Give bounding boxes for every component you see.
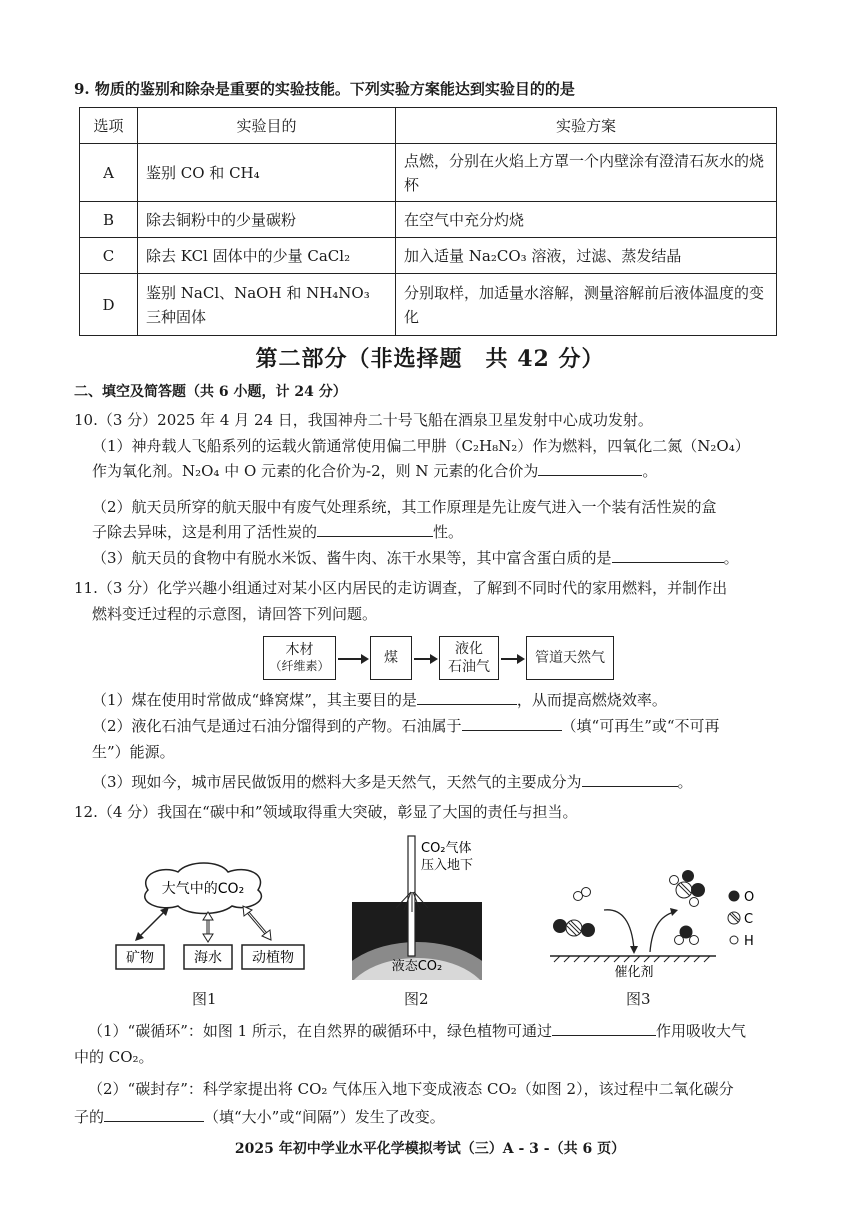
q10-part2-end: 性。 <box>433 523 464 541</box>
figure3-catalysis <box>546 852 776 982</box>
q11-part3-end: 。 <box>677 773 693 791</box>
q10-stem: 10.（3 分）2025 年 4 月 24 日，我国神舟二十号飞船在酒泉卫星发射中心成功发射。 <box>74 411 653 429</box>
q11-part1 <box>92 691 667 710</box>
q12-part1-end: 作用吸收大气 <box>655 1022 746 1040</box>
answer-blank[interactable] <box>417 691 517 705</box>
q10-part3-text: （3）航天员的食物中有脱水米饭、酱牛肉、冻干水果等，其中富含蛋白质的是 <box>92 549 612 567</box>
answer-blank[interactable] <box>582 773 678 787</box>
arrow-icon <box>501 658 523 660</box>
q11-part2-line2: 生”）能源。 <box>92 743 175 761</box>
q9-stem: 9. 物质的鉴别和除杂是重要的实验技能。下列实验方案能达到实验目的的是 <box>74 80 575 98</box>
box-mineral-label: 矿物 <box>126 950 154 966</box>
hydrogen-atom-icon <box>690 936 699 945</box>
legend-hydrogen-icon <box>730 936 738 944</box>
section-heading: 二、填空及简答题（共 6 小题，计 24 分） <box>74 384 347 400</box>
row-option: D <box>80 274 138 336</box>
q9-table <box>79 107 777 336</box>
row-plan: 在空气中充分灼烧 <box>396 202 777 238</box>
hydrogen-atom-icon <box>582 888 591 897</box>
q12-part2-text: 子的 <box>74 1108 105 1126</box>
legend-oxygen-label: O <box>744 890 755 905</box>
flow-box-coal: 煤 <box>370 636 412 680</box>
q10-part2-line1: （2）航天员所穿的航天服中有废气处理系统，其工作原理是先让废气进入一个装有活性炭的盒 <box>92 498 717 516</box>
box-organisms-label: 动植物 <box>252 950 294 966</box>
q10-part1-text: 作为氧化剂。N₂O₄ 中 O 元素的化合价为-2，则 N 元素的化合价为 <box>92 462 539 480</box>
q10-part3 <box>92 549 739 568</box>
catalyst-label: 催化剂 <box>614 965 654 980</box>
flow-cellulose-label: （纤维素） <box>269 659 330 674</box>
q12-stem: 12.（4 分）我国在“碳中和”领域取得重大突破，彰显了大国的责任与担当。 <box>74 803 578 821</box>
surface-hatch <box>554 956 710 962</box>
row-goal: 除去铜粉中的少量碳粉 <box>138 202 396 238</box>
row-plan: 点燃，分别在火焰上方罩一个内壁涂有澄清石灰水的烧杯 <box>396 144 777 202</box>
row-goal: 除去 KCl 固体中的少量 CaCl₂ <box>138 238 396 274</box>
row-plan: 分别取样，加适量水溶解，测量溶解前后液体温度的变化 <box>396 274 777 336</box>
box-sea-label: 海水 <box>194 950 222 966</box>
q12-part2-line1: （2）“碳封存”：科学家提出将 CO₂ 气体压入地下变成液态 CO₂（如图 2），该过程中二氧化碳分 <box>88 1080 734 1098</box>
oxygen-atom-icon <box>682 870 694 882</box>
answer-blank[interactable] <box>104 1108 204 1122</box>
legend-hydrogen-label: H <box>744 934 754 949</box>
q10-part1-line2 <box>92 462 657 481</box>
answer-blank[interactable] <box>612 549 724 563</box>
q10-part2-text: 子除去异味，这是利用了活性炭的 <box>92 523 318 541</box>
figure2-carbon-storage <box>352 832 482 982</box>
q11-part3 <box>92 773 693 792</box>
row-option: A <box>80 144 138 202</box>
table-row <box>80 144 777 202</box>
legend-oxygen-icon <box>729 891 740 902</box>
arrow-head-icon <box>203 934 213 942</box>
q11-part1-text: （1）煤在使用时常做成“蜂窝煤”，其主要目的是 <box>92 691 417 709</box>
q11-part3-text: （3）现如今，城市居民做饭用的燃料大多是天然气，天然气的主要成分为 <box>92 773 582 791</box>
q10-part2-line2 <box>92 523 463 542</box>
q12-part1-line2: 中的 CO₂。 <box>74 1048 154 1066</box>
arrow-icon <box>138 910 166 938</box>
row-goal: 鉴别 CO 和 CH₄ <box>138 144 396 202</box>
q11-part2-end: （填“可再生”或“不可再 <box>561 717 720 735</box>
flow-lpg-label1: 液化 <box>455 640 483 657</box>
row-option: C <box>80 238 138 274</box>
flow-box-natural-gas: 管道天然气 <box>526 636 614 680</box>
cloud-label: 大气中的CO₂ <box>161 881 245 897</box>
oxygen-atom-icon <box>553 919 567 933</box>
q11-stem-line1: 11.（3 分）化学兴趣小组通过对某小区内居民的走访调查，了解到不同时代的家用燃料，并制作出 <box>74 579 728 597</box>
q11-part2-line1 <box>92 717 720 736</box>
table-row <box>80 202 777 238</box>
fig2-label-press: 压入地下 <box>421 858 474 873</box>
hydrogen-atom-icon <box>675 936 684 945</box>
answer-blank[interactable] <box>538 462 642 476</box>
flow-lpg-label2: 石油气 <box>448 659 490 675</box>
legend-carbon-label: C <box>744 912 754 927</box>
page-footer: 2025 年初中学业水平化学模拟考试（三）A - 3 -（共 6 页） <box>234 1141 626 1157</box>
flow-box-wood <box>263 636 336 680</box>
row-goal: 鉴别 NaCl、NaOH 和 NH₄NO₃ 三种固体 <box>138 274 396 336</box>
oxygen-atom-icon <box>691 883 705 897</box>
arrow-head-icon <box>630 946 638 954</box>
part2-title: 第二部分（非选择题 共 42 分） <box>255 346 605 372</box>
answer-blank[interactable] <box>317 523 433 537</box>
q12-part2-line2 <box>74 1108 445 1127</box>
arrow-icon <box>604 910 634 950</box>
q12-part1-text: （1）“碳循环”：如图 1 所示，在自然界的碳循环中，绿色植物可通过 <box>88 1022 552 1040</box>
fig2-label-gas: CO₂气体 <box>421 841 472 856</box>
q10-part1-end: 。 <box>642 462 658 480</box>
double-arrow-inner <box>246 910 268 936</box>
q11-part2-text: （2）液化石油气是通过石油分馏得到的产物。石油属于 <box>92 717 462 735</box>
q11-stem-line2: 燃料变迁过程的示意图，请回答下列问题。 <box>92 605 378 623</box>
row-option: B <box>80 202 138 238</box>
q12-part2-end: （填“大小”或“间隔”）发生了改变。 <box>204 1108 445 1126</box>
arrow-icon <box>414 658 436 660</box>
figure1-caption: 图1 <box>192 990 217 1008</box>
q11-part1-end: ，从而提高燃烧效率。 <box>516 691 667 709</box>
q12-part1-line1 <box>88 1022 746 1041</box>
arrow-icon <box>338 658 367 660</box>
flow-box-lpg <box>439 636 499 680</box>
answer-blank[interactable] <box>552 1022 656 1036</box>
arrow-icon <box>650 912 674 952</box>
table-row <box>80 274 777 336</box>
table-header-row <box>80 108 777 144</box>
q10-part3-end: 。 <box>723 549 739 567</box>
header-plan: 实验方案 <box>396 108 777 144</box>
flow-wood-label: 木材 <box>285 642 314 659</box>
hydrogen-atom-icon <box>670 876 679 885</box>
header-goal: 实验目的 <box>138 108 396 144</box>
figure2-caption: 图2 <box>404 990 429 1008</box>
row-plan: 加入适量 Na₂CO₃ 溶液，过滤、蒸发结晶 <box>396 238 777 274</box>
arrow-head-icon <box>670 908 678 916</box>
q10-part1-line1: （1）神舟载人飞船系列的运载火箭通常使用偏二甲肼（C₂H₈N₂）作为燃料，四氧化二氮（N₂O₄） <box>92 437 750 455</box>
hydrogen-atom-icon <box>690 898 699 907</box>
answer-blank[interactable] <box>462 717 562 731</box>
figure1-carbon-cycle <box>108 860 308 975</box>
header-option: 选项 <box>80 108 138 144</box>
fig2-label-liquid: 液态CO₂ <box>391 959 443 974</box>
oxygen-atom-icon <box>581 923 595 937</box>
table-row <box>80 238 777 274</box>
figure3-caption: 图3 <box>626 990 651 1008</box>
